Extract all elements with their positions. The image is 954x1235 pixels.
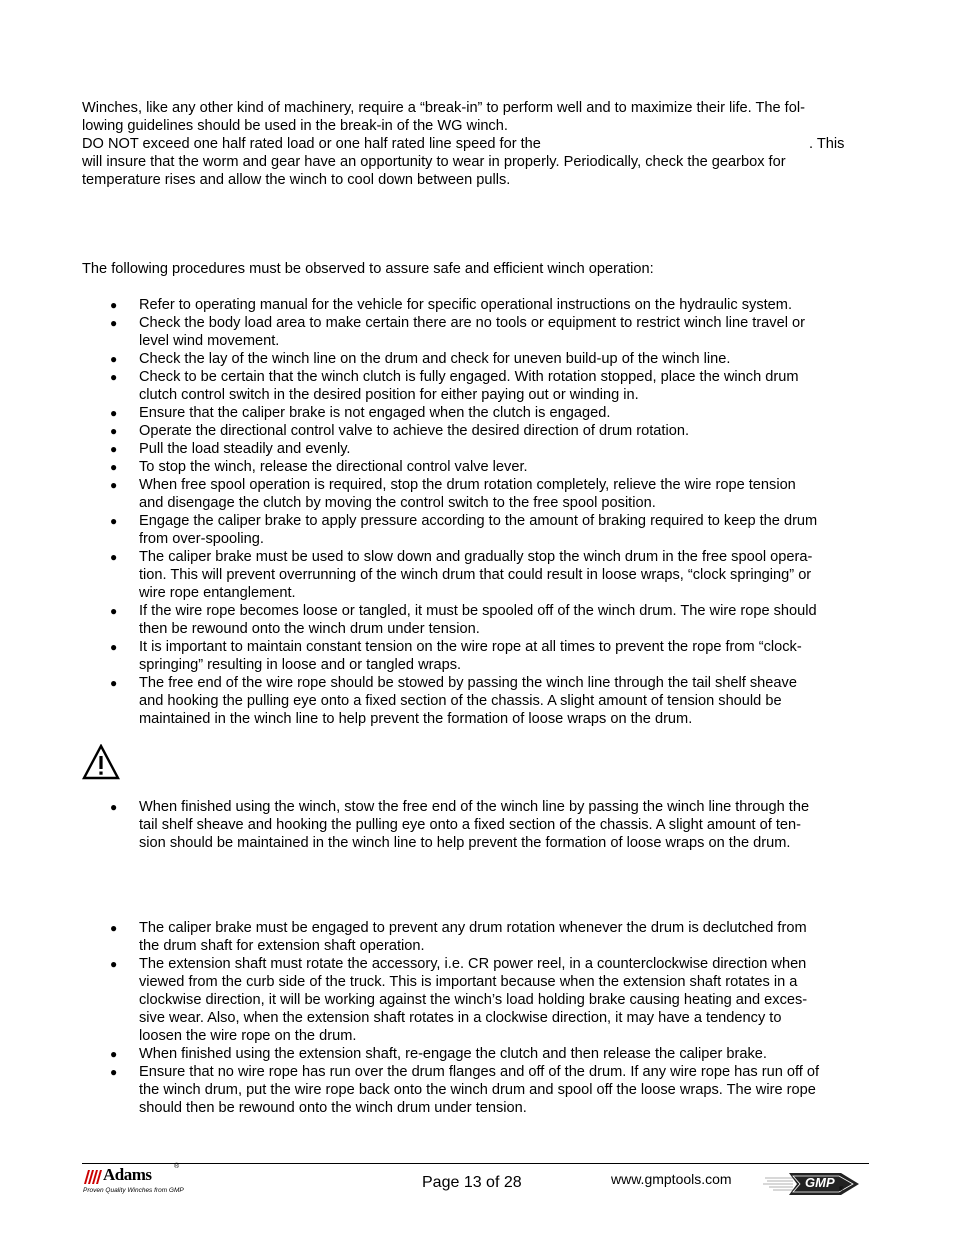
bullet-text-line: the winch drum, put the wire rope back onto the winch drum and spool off the loose wraps. The wire rope (139, 1082, 816, 1098)
bullet-icon: ● (110, 298, 118, 312)
stow-procedure-list (110, 798, 872, 852)
bullet-text-line: sion should be maintained in the winch line to help prevent the formation of loose wraps on the drum. (139, 835, 791, 851)
bullet-icon: ● (110, 550, 118, 564)
intro-line: Winches, like any other kind of machinery, require a “break-in” to perform well and to maximize their life. The fol- (82, 100, 805, 116)
bullet-icon: ● (110, 460, 118, 474)
gmp-registered-mark: ® (839, 1187, 844, 1193)
bullet-icon: ● (110, 676, 118, 690)
bullet-icon: ● (110, 406, 118, 420)
break-in-paragraph (82, 99, 872, 189)
bullet-item (110, 798, 872, 852)
bullet-item (110, 548, 872, 602)
bullet-text-line: Check to be certain that the winch clutch is fully engaged. With rotation stopped, place the winch drum (139, 369, 799, 385)
bullet-text-line: sive wear. Also, when the extension shaft rotates in a clockwise direction, it may have a tendency to (139, 1010, 782, 1026)
bullet-text-line: The caliper brake must be used to slow down and gradually stop the winch drum in the free spool opera- (139, 549, 813, 565)
bullet-text-line: Check the lay of the winch line on the drum and check for uneven build-up of the winch line. (139, 351, 731, 367)
adams-tagline: Proven Quality Winches from GMP (83, 1187, 184, 1194)
bullet-text-line: level wind movement. (139, 333, 280, 349)
bullet-icon: ● (110, 370, 118, 384)
bullet-item (110, 422, 872, 440)
bullet-text-line: then be rewound onto the winch drum under tension. (139, 621, 480, 637)
bullet-text-line: Engage the caliper brake to apply pressure according to the amount of braking required to keep the drum (139, 513, 818, 529)
bullet-text-line: Ensure that the caliper brake is not engaged when the clutch is engaged. (139, 405, 611, 421)
bullet-text-line: tail shelf sheave and hooking the pulling eye onto a fixed section of the chassis. A slight amount of ten- (139, 817, 802, 833)
bullet-icon: ● (110, 640, 118, 654)
bullet-item (110, 638, 872, 674)
intro-line: temperature rises and allow the winch to cool down between pulls. (82, 172, 511, 188)
bullet-text-line: wire rope entanglement. (139, 585, 296, 601)
bullet-icon: ● (110, 957, 118, 971)
bullet-icon: ● (110, 921, 118, 935)
bullet-icon: ● (110, 316, 118, 330)
bullet-item (110, 1045, 872, 1063)
bullet-item (110, 919, 872, 955)
intro-line (82, 135, 872, 153)
bullet-icon: ● (110, 1047, 118, 1061)
bullet-item (110, 458, 872, 476)
procedures-intro: The following procedures must be observed to assure safe and efficient winch operation: (82, 261, 654, 277)
bullet-text-line: from over-spooling. (139, 531, 264, 547)
adams-wordmark: Adams (103, 1165, 152, 1184)
bullet-text-line: When finished using the extension shaft, re-engage the clutch and then release the caliper brake. (139, 1046, 767, 1062)
intro-line: will insure that the worm and gear have an opportunity to wear in properly. Periodically, check the gearbox for (82, 154, 786, 170)
bullet-text-line: Pull the load steadily and evenly. (139, 441, 351, 457)
bullet-text-line: The free end of the wire rope should be stowed by passing the winch line through the tail shelf sheave (139, 675, 797, 691)
bullet-item (110, 368, 872, 404)
bullet-item (110, 1063, 872, 1117)
bullet-text-line: Check the body load area to make certain there are no tools or equipment to restrict winch line travel or (139, 315, 805, 331)
bullet-text-line: If the wire rope becomes loose or tangled, it must be spooled off of the winch drum. The wire rope should (139, 603, 817, 619)
intro-line: lowing guidelines should be used in the break-in of the WG winch. (82, 118, 508, 134)
bullet-text-line: When free spool operation is required, stop the drum rotation completely, relieve the wire rope tension (139, 477, 796, 493)
adams-stripes-icon (82, 1170, 104, 1184)
bullet-text-line: Operate the directional control valve to achieve the desired direction of drum rotation. (139, 423, 690, 439)
bullet-text-line: loosen the wire rope on the drum. (139, 1028, 357, 1044)
bullet-icon: ● (110, 442, 118, 456)
bullet-text-line: The extension shaft must rotate the accessory, i.e. CR power reel, in a counterclockwise direction when (139, 956, 807, 972)
intro-line-end: . This (809, 136, 845, 152)
warning-triangle-icon (82, 744, 120, 780)
bullet-icon: ● (110, 604, 118, 618)
bullet-item (110, 955, 872, 1045)
bullet-icon: ● (110, 514, 118, 528)
bullet-text-line: and disengage the clutch by moving the control switch to the free spool position. (139, 495, 656, 511)
bullet-item (110, 440, 872, 458)
bullet-text-line: It is important to maintain constant tension on the wire rope at all times to prevent the rope from “clock- (139, 639, 802, 655)
operation-procedure-list (110, 296, 872, 728)
bullet-text-line: should then be rewound onto the winch drum under tension. (139, 1100, 527, 1116)
bullet-text-line: Refer to operating manual for the vehicle for specific operational instructions on the hydraulic system. (139, 297, 792, 313)
bullet-item (110, 296, 872, 314)
bullet-text-line: clockwise direction, it will be working against the winch’s load holding brake causing heating and exces- (139, 992, 808, 1008)
bullet-text-line: the drum shaft for extension shaft operation. (139, 938, 425, 954)
bullet-icon: ● (110, 352, 118, 366)
bullet-item (110, 314, 872, 350)
bullet-item (110, 404, 872, 422)
bullet-text-line: To stop the winch, release the directional control valve lever. (139, 459, 528, 475)
bullet-item (110, 350, 872, 368)
bullet-text-line: viewed from the curb side of the truck. This is important because when the extension shaft rotates in a (139, 974, 798, 990)
gmp-logo (763, 1168, 863, 1198)
bullet-text-line: When finished using the winch, stow the free end of the winch line by passing the winch line through the (139, 799, 810, 815)
bullet-text-line: The caliper brake must be engaged to prevent any drum rotation whenever the drum is declutched from (139, 920, 807, 936)
adams-logo (82, 1163, 184, 1197)
extension-shaft-procedure-list (110, 919, 872, 1117)
bullet-item (110, 674, 872, 728)
bullet-icon: ● (110, 478, 118, 492)
bullet-item (110, 602, 872, 638)
bullet-item (110, 512, 872, 548)
bullet-text-line: maintained in the winch line to help prevent the formation of loose wraps on the drum. (139, 711, 693, 727)
bullet-text-line: and hooking the pulling eye onto a fixed section of the chassis. A slight amount of tension should be (139, 693, 782, 709)
gmp-wordmark: GMP (805, 1175, 835, 1190)
bullet-text-line: springing” resulting in loose and or tangled wraps. (139, 657, 462, 673)
bullet-item (110, 476, 872, 512)
page-number: Page 13 of 28 (422, 1174, 522, 1191)
bullet-icon: ● (110, 424, 118, 438)
intro-line-start: DO NOT exceed one half rated load or one half rated line speed for the (82, 136, 541, 152)
adams-registered-mark: ® (174, 1163, 180, 1170)
bullet-icon: ● (110, 1065, 118, 1079)
bullet-text-line: Ensure that no wire rope has run over the drum flanges and off of the drum. If any wire rope has run off of (139, 1064, 820, 1080)
bullet-icon: ● (110, 800, 118, 814)
website-link[interactable]: www.gmptools.com (611, 1171, 732, 1187)
bullet-text-line: clutch control switch in the desired position for either paying out or winding in. (139, 387, 639, 403)
bullet-text-line: tion. This will prevent overrunning of the winch drum that could result in loose wraps, “clock springing” or (139, 567, 812, 583)
footer-divider (82, 1163, 869, 1164)
